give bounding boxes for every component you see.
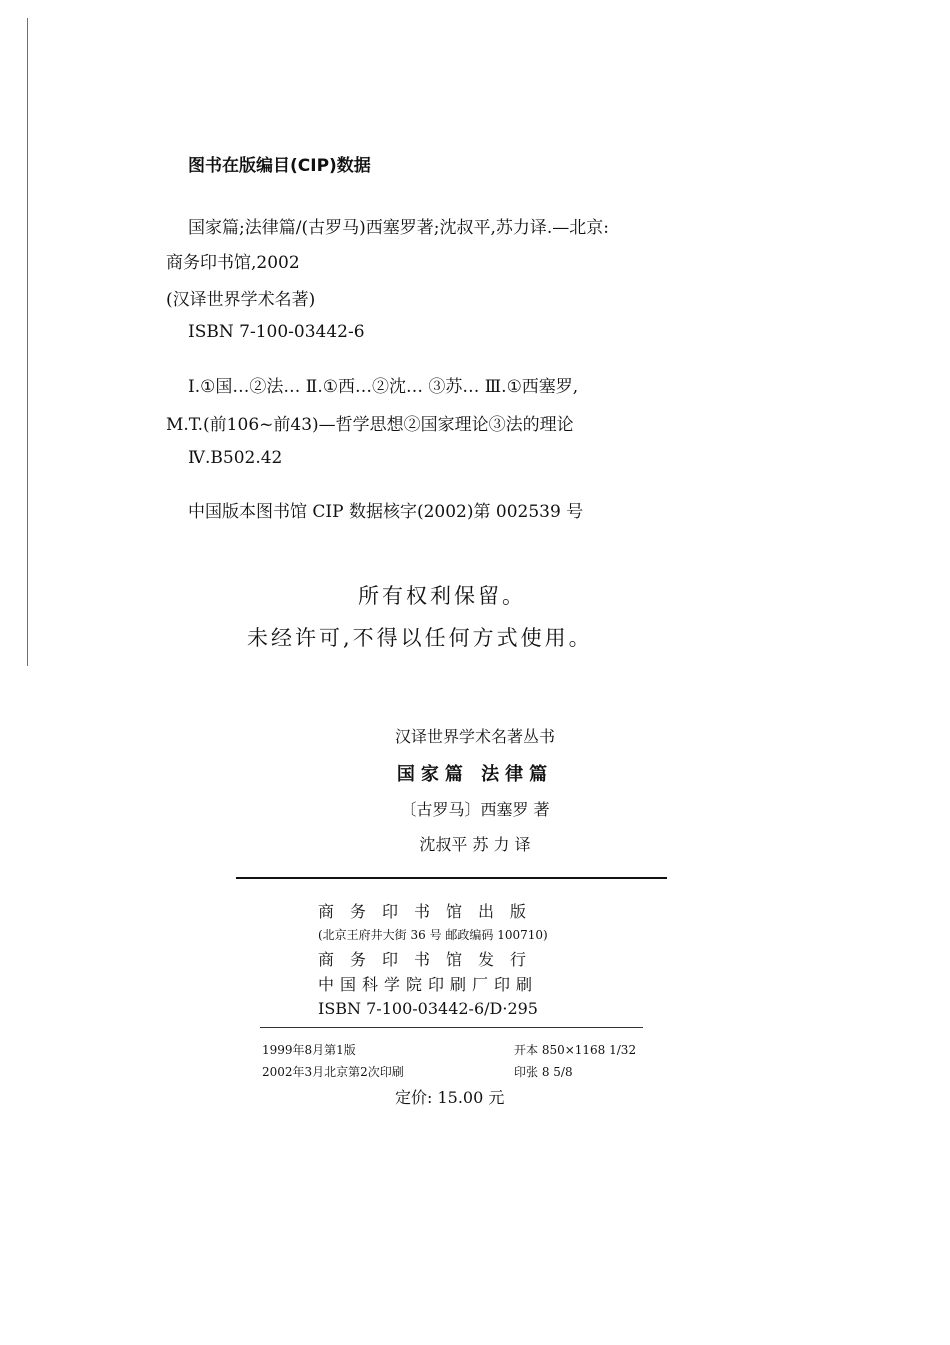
format-info: 开本 850×1168 1/32 bbox=[514, 1043, 637, 1057]
scan-edge-line bbox=[27, 18, 28, 666]
cip-line-subjects: M.T.(前106~前43)—哲学思想②国家理论③法的理论 bbox=[166, 415, 574, 435]
colophon-top-rule bbox=[236, 877, 667, 879]
translators: 沈叔平 苏 力 译 bbox=[419, 835, 531, 854]
cip-line-publisher-year: 商务印书馆,2002 bbox=[166, 253, 300, 273]
cip-line-title-author: 国家篇;法律篇/(古罗马)西塞罗著;沈叔平,苏力译.—北京: bbox=[188, 218, 609, 238]
book-title: 国家篇 法律篇 bbox=[396, 764, 554, 785]
price: 定价: 15.00 元 bbox=[395, 1088, 505, 1107]
rights-reserved: 所有权利保留。 bbox=[358, 584, 526, 608]
printer: 中国科学院印刷厂印刷 bbox=[318, 975, 539, 994]
rights-no-reproduction: 未经许可,不得以任何方式使用。 bbox=[247, 626, 593, 650]
cip-line-series: (汉译世界学术名著) bbox=[166, 290, 316, 310]
printing-info: 2002年3月北京第2次印刷 bbox=[262, 1065, 404, 1079]
series-name: 汉译世界学术名著丛书 bbox=[394, 727, 555, 746]
publisher: 商务印书馆出版 bbox=[318, 902, 543, 921]
cip-title: 图书在版编目(CIP)数据 bbox=[188, 156, 371, 176]
cip-line-isbn: ISBN 7-100-03442-6 bbox=[188, 322, 365, 342]
isbn-colophon: ISBN 7-100-03442-6/D·295 bbox=[318, 999, 538, 1018]
distributor: 商务印书馆发行 bbox=[318, 950, 543, 969]
cip-line-record-number: 中国版本图书馆 CIP 数据核字(2002)第 002539 号 bbox=[188, 502, 584, 522]
sheets-info: 印张 8 5/8 bbox=[514, 1065, 573, 1079]
edition-info: 1999年8月第1版 bbox=[262, 1043, 356, 1057]
cip-line-index-terms: Ⅰ.①国…②法… Ⅱ.①西…②沈… ③苏… Ⅲ.①西塞罗, bbox=[188, 377, 579, 397]
colophon-bottom-rule bbox=[260, 1027, 643, 1028]
cip-line-classification: Ⅳ.B502.42 bbox=[188, 448, 283, 468]
author: 〔古罗马〕西塞罗 著 bbox=[400, 800, 550, 819]
publisher-address: (北京王府井大街 36 号 邮政编码 100710) bbox=[318, 928, 548, 942]
